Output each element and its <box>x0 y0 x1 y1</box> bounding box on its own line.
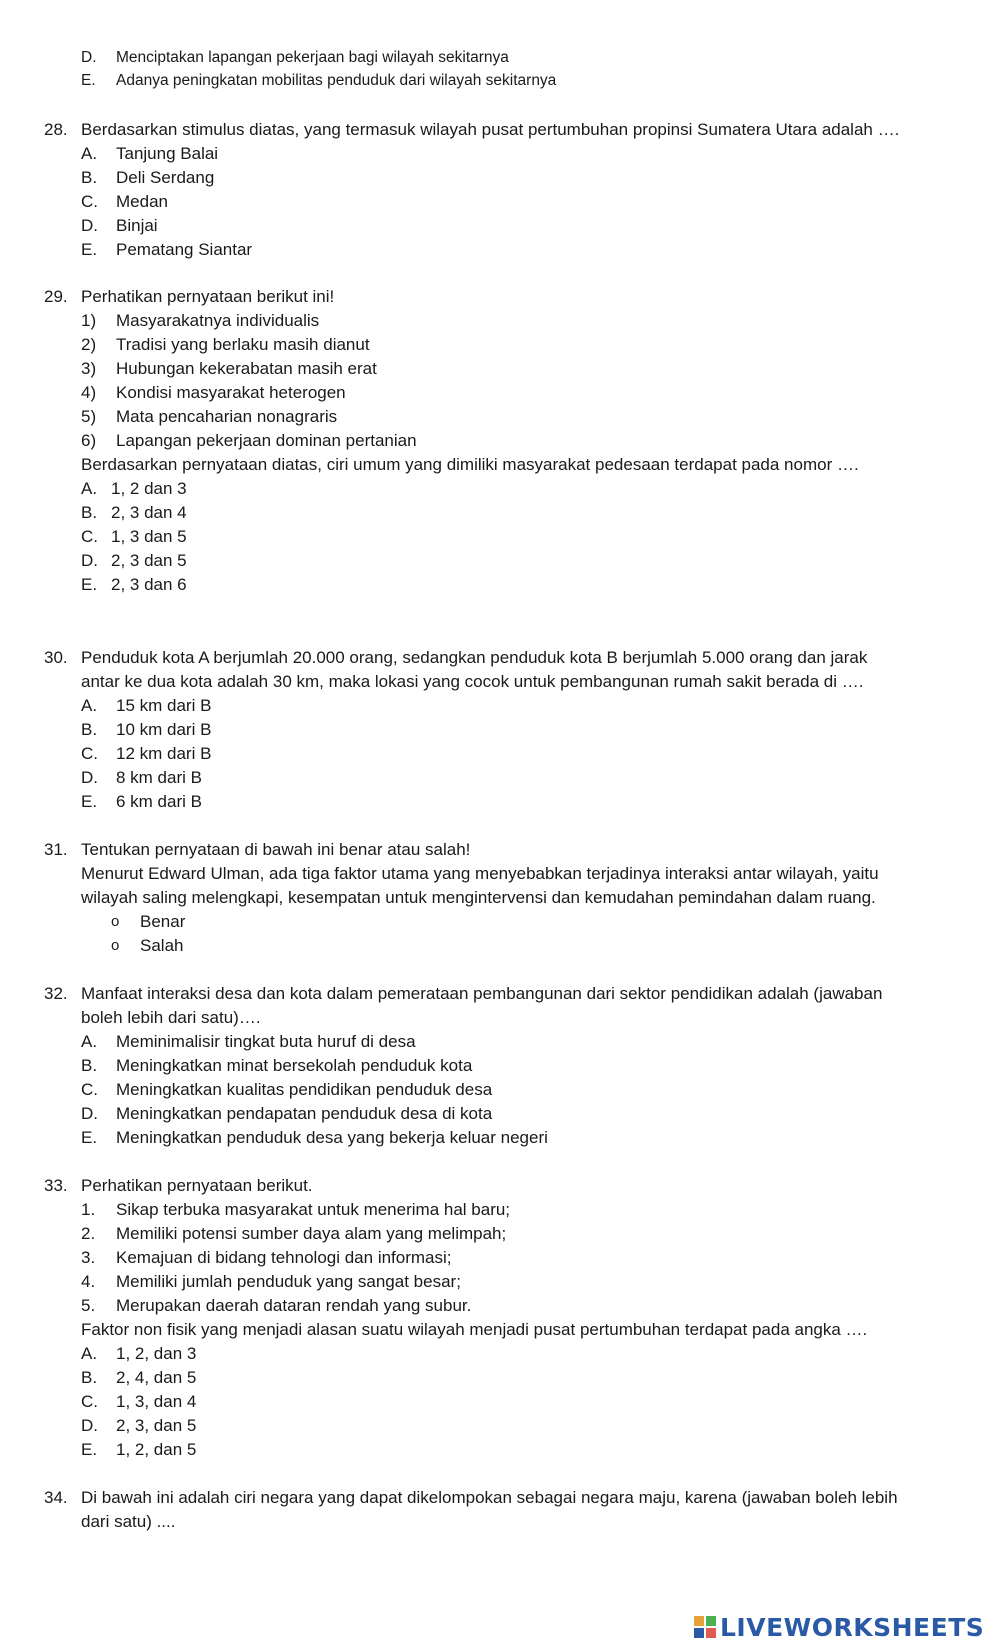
question-number: 32. <box>44 984 68 1003</box>
logo-square <box>694 1616 704 1626</box>
option-text: 1, 2 dan 3 <box>111 479 187 498</box>
option-label: D. <box>81 551 98 570</box>
question-prompt: Berdasarkan pernyataan diatas, ciri umum yang dimiliki masyarakat pedesaan terdapat pada nomor …. <box>81 455 859 474</box>
option-label: E. <box>81 792 98 811</box>
option-label: E. <box>81 240 98 259</box>
question-number: 28. <box>44 120 68 139</box>
statement-text: Lapangan pekerjaan dominan pertanian <box>116 431 417 450</box>
option-label: D. <box>81 1104 98 1123</box>
option-text: Pematang Siantar <box>116 240 253 259</box>
question-text: boleh lebih dari satu)…. <box>81 1008 261 1027</box>
option-text: Meningkatkan penduduk desa yang bekerja keluar negeri <box>116 1128 548 1147</box>
logo-square <box>706 1628 716 1638</box>
statement-text: Merupakan daerah dataran rendah yang subur. <box>116 1296 472 1315</box>
logo-square <box>706 1616 716 1626</box>
option-text: 1, 3 dan 5 <box>111 527 187 546</box>
question-text: Perhatikan pernyataan berikut ini! <box>81 287 335 306</box>
logo-square <box>694 1628 704 1638</box>
question-text: Tentukan pernyataan di bawah ini benar atau salah! <box>81 840 471 859</box>
question-number: 31. <box>44 840 68 859</box>
question-number: 34. <box>44 1488 68 1507</box>
option-text: 2, 3, dan 5 <box>116 1416 197 1435</box>
option-text: 1, 2, dan 3 <box>116 1344 197 1363</box>
option-label: E. <box>81 1128 98 1147</box>
statement-text: Memiliki potensi sumber daya alam yang melimpah; <box>116 1224 507 1243</box>
statement-label: 3. <box>81 1248 96 1267</box>
option-text: Adanya peningkatan mobilitas penduduk dari wilayah sekitarnya <box>116 72 557 89</box>
statement-text: Hubungan kekerabatan masih erat <box>116 359 377 378</box>
statement-text: Menurut Edward Ulman, ada tiga faktor utama yang menyebabkan terjadinya interaksi antar wilayah, yaitu <box>81 864 879 883</box>
option-label: C. <box>81 1080 98 1099</box>
option-text: 2, 3 dan 4 <box>111 503 187 522</box>
statement-text: Kondisi masyarakat heterogen <box>116 383 346 402</box>
option-label: A. <box>81 1344 98 1363</box>
option-label: D. <box>81 1416 98 1435</box>
option-label: B. <box>81 1056 98 1075</box>
statement-text: Kemajuan di bidang tehnologi dan informasi; <box>116 1248 452 1267</box>
option-label: D. <box>81 49 97 66</box>
question-text: Perhatikan pernyataan berikut. <box>81 1176 313 1195</box>
option-text: 1, 2, dan 5 <box>116 1440 197 1459</box>
option-label: E. <box>81 72 96 89</box>
option-text: Meminimalisir tingkat buta huruf di desa <box>116 1032 416 1051</box>
question-text: Berdasarkan stimulus diatas, yang termasuk wilayah pusat pertumbuhan propinsi Sumatera Utara adalah …. <box>81 120 900 139</box>
radio-bullet-icon[interactable]: o <box>111 937 120 954</box>
option-label: C. <box>81 744 98 763</box>
radio-bullet-icon[interactable]: o <box>111 913 120 930</box>
question-text: Penduduk kota A berjumlah 20.000 orang, sedangkan penduduk kota B berjumlah 5.000 orang dan jarak <box>81 648 868 667</box>
question-text: Di bawah ini adalah ciri negara yang dapat dikelompokan sebagai negara maju, karena (jawaban boleh lebih <box>81 1488 898 1507</box>
option-text: 10 km dari B <box>116 720 212 739</box>
statement-text: Memiliki jumlah penduduk yang sangat besar; <box>116 1272 461 1291</box>
statement-label: 4. <box>81 1272 96 1291</box>
choice-salah[interactable]: Salah <box>140 936 184 955</box>
option-text: Medan <box>116 192 168 211</box>
option-label: B. <box>81 503 98 522</box>
statement-text: Mata pencaharian nonagraris <box>116 407 338 426</box>
option-text: 2, 3 dan 6 <box>111 575 187 594</box>
option-label: A. <box>81 696 98 715</box>
question-number: 30. <box>44 648 68 667</box>
option-text: 12 km dari B <box>116 744 212 763</box>
question-prompt: Faktor non fisik yang menjadi alasan suatu wilayah menjadi pusat pertumbuhan terdapat pada angka …. <box>81 1320 868 1339</box>
option-label: D. <box>81 216 98 235</box>
choice-benar[interactable]: Benar <box>140 912 186 931</box>
statement-label: 5) <box>81 407 97 426</box>
option-label: B. <box>81 1368 98 1387</box>
option-text: 2, 4, dan 5 <box>116 1368 197 1387</box>
statement-label: 4) <box>81 383 97 402</box>
statement-label: 1. <box>81 1200 96 1219</box>
question-text: antar ke dua kota adalah 30 km, maka lokasi yang cocok untuk pembangunan rumah sakit berada di …. <box>81 672 864 691</box>
statement-label: 2. <box>81 1224 96 1243</box>
option-label: A. <box>81 1032 98 1051</box>
question-number: 29. <box>44 287 68 306</box>
question-text: Manfaat interaksi desa dan kota dalam pemerataan pembangunan dari sektor pendidikan adalah (jawaban <box>81 984 883 1003</box>
option-text: 8 km dari B <box>116 768 202 787</box>
statement-text: Sikap terbuka masyarakat untuk menerima hal baru; <box>116 1200 511 1219</box>
statement-text: Tradisi yang berlaku masih dianut <box>116 335 370 354</box>
option-label: B. <box>81 168 98 187</box>
option-text: 15 km dari B <box>116 696 212 715</box>
logo-text: LIVEWORKSHEETS <box>720 1612 985 1642</box>
option-text: 2, 3 dan 5 <box>111 551 187 570</box>
option-label: C. <box>81 527 98 546</box>
statement-label: 3) <box>81 359 97 378</box>
liveworksheets-logo <box>694 1612 984 1642</box>
option-label: C. <box>81 192 98 211</box>
option-label: D. <box>81 768 98 787</box>
statement-label: 2) <box>81 335 97 354</box>
question-number: 33. <box>44 1176 68 1195</box>
option-label: E. <box>81 575 98 594</box>
option-text: Deli Serdang <box>116 168 215 187</box>
option-text: Meningkatkan pendapatan penduduk desa di kota <box>116 1104 493 1123</box>
option-label: C. <box>81 1392 98 1411</box>
option-label: A. <box>81 479 98 498</box>
option-label: B. <box>81 720 98 739</box>
option-text: 6 km dari B <box>116 792 202 811</box>
option-text: Meningkatkan minat bersekolah penduduk kota <box>116 1056 473 1075</box>
option-text: Menciptakan lapangan pekerjaan bagi wilayah sekitarnya <box>116 49 509 66</box>
statement-label: 5. <box>81 1296 96 1315</box>
option-text: Tanjung Balai <box>116 144 219 163</box>
option-text: 1, 3, dan 4 <box>116 1392 197 1411</box>
statement-text: Masyarakatnya individualis <box>116 311 320 330</box>
question-text: dari satu) .... <box>81 1512 176 1531</box>
option-text: Binjai <box>116 216 158 235</box>
statement-text: wilayah saling melengkapi, kesempatan untuk mengintervensi dan kemudahan pemindahan dalam ruang. <box>81 888 876 907</box>
option-text: Meningkatkan kualitas pendidikan penduduk desa <box>116 1080 493 1099</box>
option-label: E. <box>81 1440 98 1459</box>
liveworksheets-logo-icon <box>694 1616 716 1638</box>
option-label: A. <box>81 144 98 163</box>
statement-label: 1) <box>81 311 97 330</box>
statement-label: 6) <box>81 431 97 450</box>
